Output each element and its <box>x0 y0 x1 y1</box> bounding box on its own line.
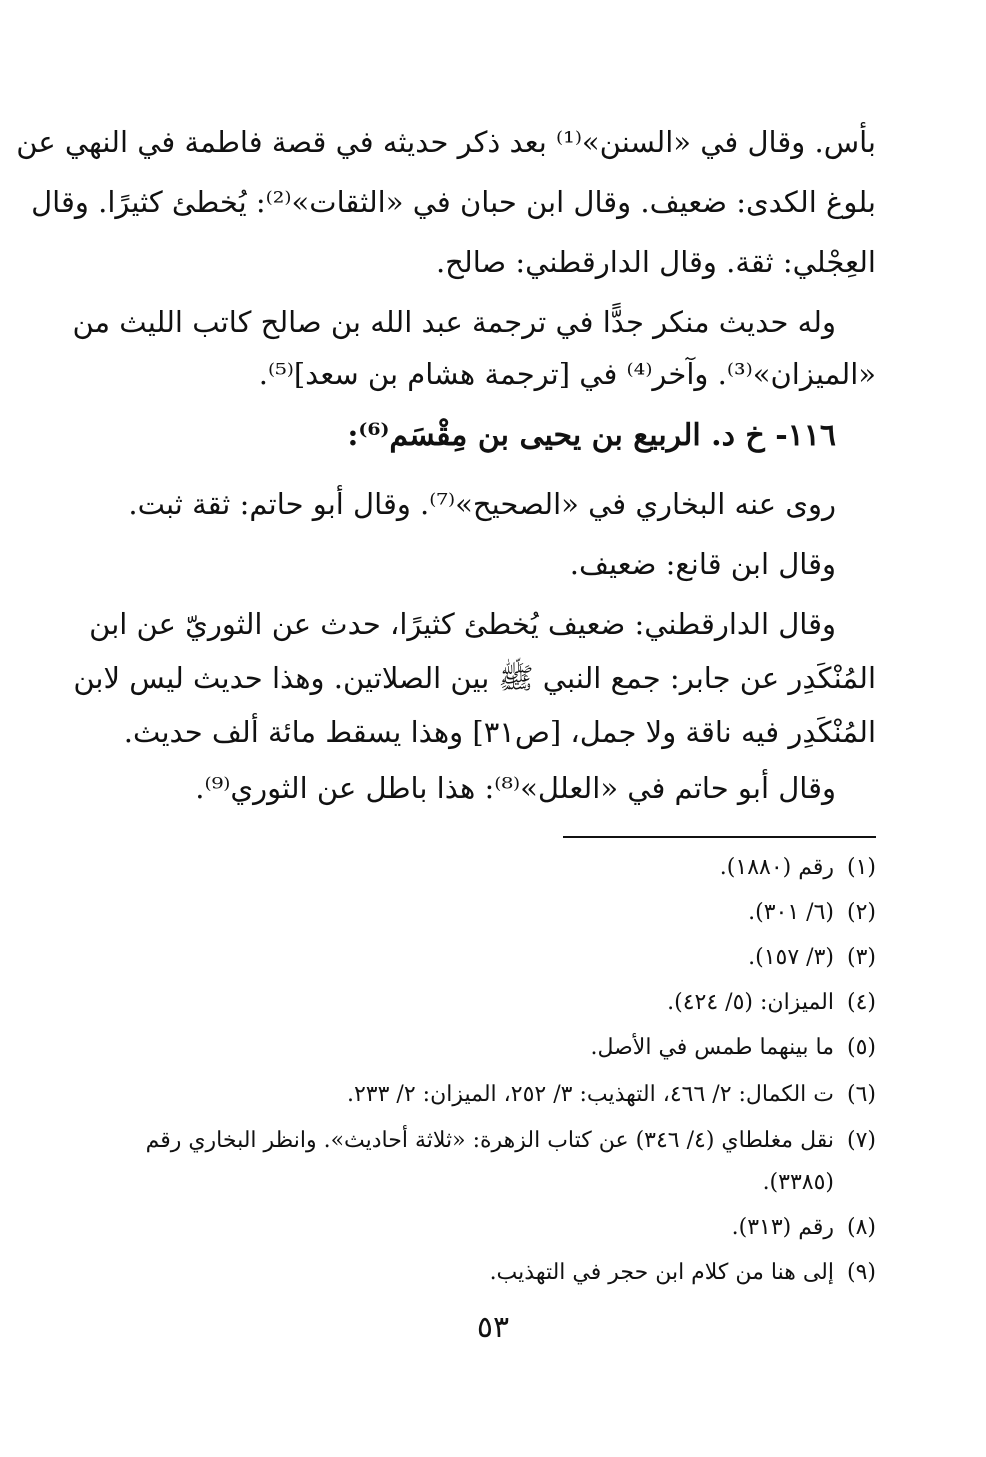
footnote-number: (٥) <box>846 1035 876 1060</box>
footnote-number: (٢) <box>846 900 876 925</box>
footnote-8 <box>100 1205 876 1250</box>
body-line: وقال الدارقطني: ضعيف يُخطئ كثيرًا، حدث عن الثوريّ عن ابن <box>89 607 836 641</box>
body-line: بلوغ الكدى: ضعيف. وقال ابن حبان في «الثقات»⁽²⁾: يُخطئ كثيرًا. وقال <box>31 185 876 219</box>
footnote-number: (١) <box>846 855 876 880</box>
footnote-text: ت الكمال: ٢/ ٤٦٦، التهذيب: ٣/ ٢٥٢، الميزان: ٢/ ٢٣٣. <box>346 1082 834 1107</box>
footnote-4 <box>100 980 876 1025</box>
footnote-separator <box>563 836 876 838</box>
footnote-number: (٨) <box>846 1215 876 1240</box>
footnote-text: نقل مغلطاي (٤/ ٣٤٦) عن كتاب الزهرة: «ثلاثة أحاديث». وانظر البخاري رقم <box>145 1128 834 1153</box>
body-line: بأس. وقال في «السنن»⁽¹⁾ بعد ذكر حديثه في قصة فاطمة في النهي عن <box>16 125 876 159</box>
footnote-text: رقم (٣١٣). <box>731 1215 834 1240</box>
footnote-3 <box>100 935 876 980</box>
footnote-1 <box>100 845 876 890</box>
footnote-5 <box>100 1025 876 1070</box>
footnote-text: (٣/ ١٥٧). <box>748 945 834 970</box>
footnote-7-continuation: (٣٣٨٥). <box>762 1170 834 1195</box>
body-line: «الميزان»⁽³⁾. وآخر⁽⁴⁾ في [ترجمة هشام بن سعد]⁽⁵⁾. <box>258 357 876 391</box>
footnote-number: (٦) <box>846 1082 876 1107</box>
footnote-text: إلى هنا من كلام ابن حجر في التهذيب. <box>489 1260 834 1285</box>
body-line: وقال أبو حاتم في «العلل»⁽⁸⁾: هذا باطل عن الثوري⁽⁹⁾. <box>195 771 836 805</box>
footnote-number: (٣) <box>846 945 876 970</box>
footnote-number: (٤) <box>846 990 876 1015</box>
body-line: وله حديث منكر جدًّا في ترجمة عبد الله بن صالح كاتب الليث من <box>72 305 836 339</box>
footnote-text: الميزان: (٥/ ٤٢٤). <box>667 990 834 1015</box>
footnote-text: ما بينهما طمس في الأصل. <box>590 1035 834 1060</box>
body-line: المُنْكَدِر عن جابر: جمع النبي ﷺ بين الصلاتين. وهذا حديث ليس لابن <box>73 661 876 695</box>
footnote-2 <box>100 890 876 935</box>
body-line: المُنْكَدِر فيه ناقة ولا جمل، [ص٣١] وهذا يسقط مائة ألف حديث. <box>123 715 876 749</box>
footnote-7 <box>100 1118 876 1163</box>
body-line: العِجْلي: ثقة. وقال الدارقطني: صالح. <box>435 245 876 279</box>
body-line: روى عنه البخاري في «الصحيح»⁽⁷⁾. وقال أبو حاتم: ثقة ثبت. <box>128 487 836 521</box>
footnote-text: رقم (١٨٨٠). <box>719 855 834 880</box>
entry-heading: ١١٦- خ د. الربيع بن يحيى بن مِقْسَم⁽⁶⁾: <box>347 418 836 453</box>
footnote-number: (٩) <box>846 1260 876 1285</box>
page-number: ٥٣ <box>476 1310 510 1345</box>
body-line: وقال ابن قانع: ضعيف. <box>569 547 836 581</box>
footnote-9 <box>100 1250 876 1295</box>
footnote-number: (٧) <box>846 1128 876 1153</box>
footnote-text: (٦/ ٣٠١). <box>748 900 834 925</box>
footnote-6 <box>100 1072 876 1117</box>
